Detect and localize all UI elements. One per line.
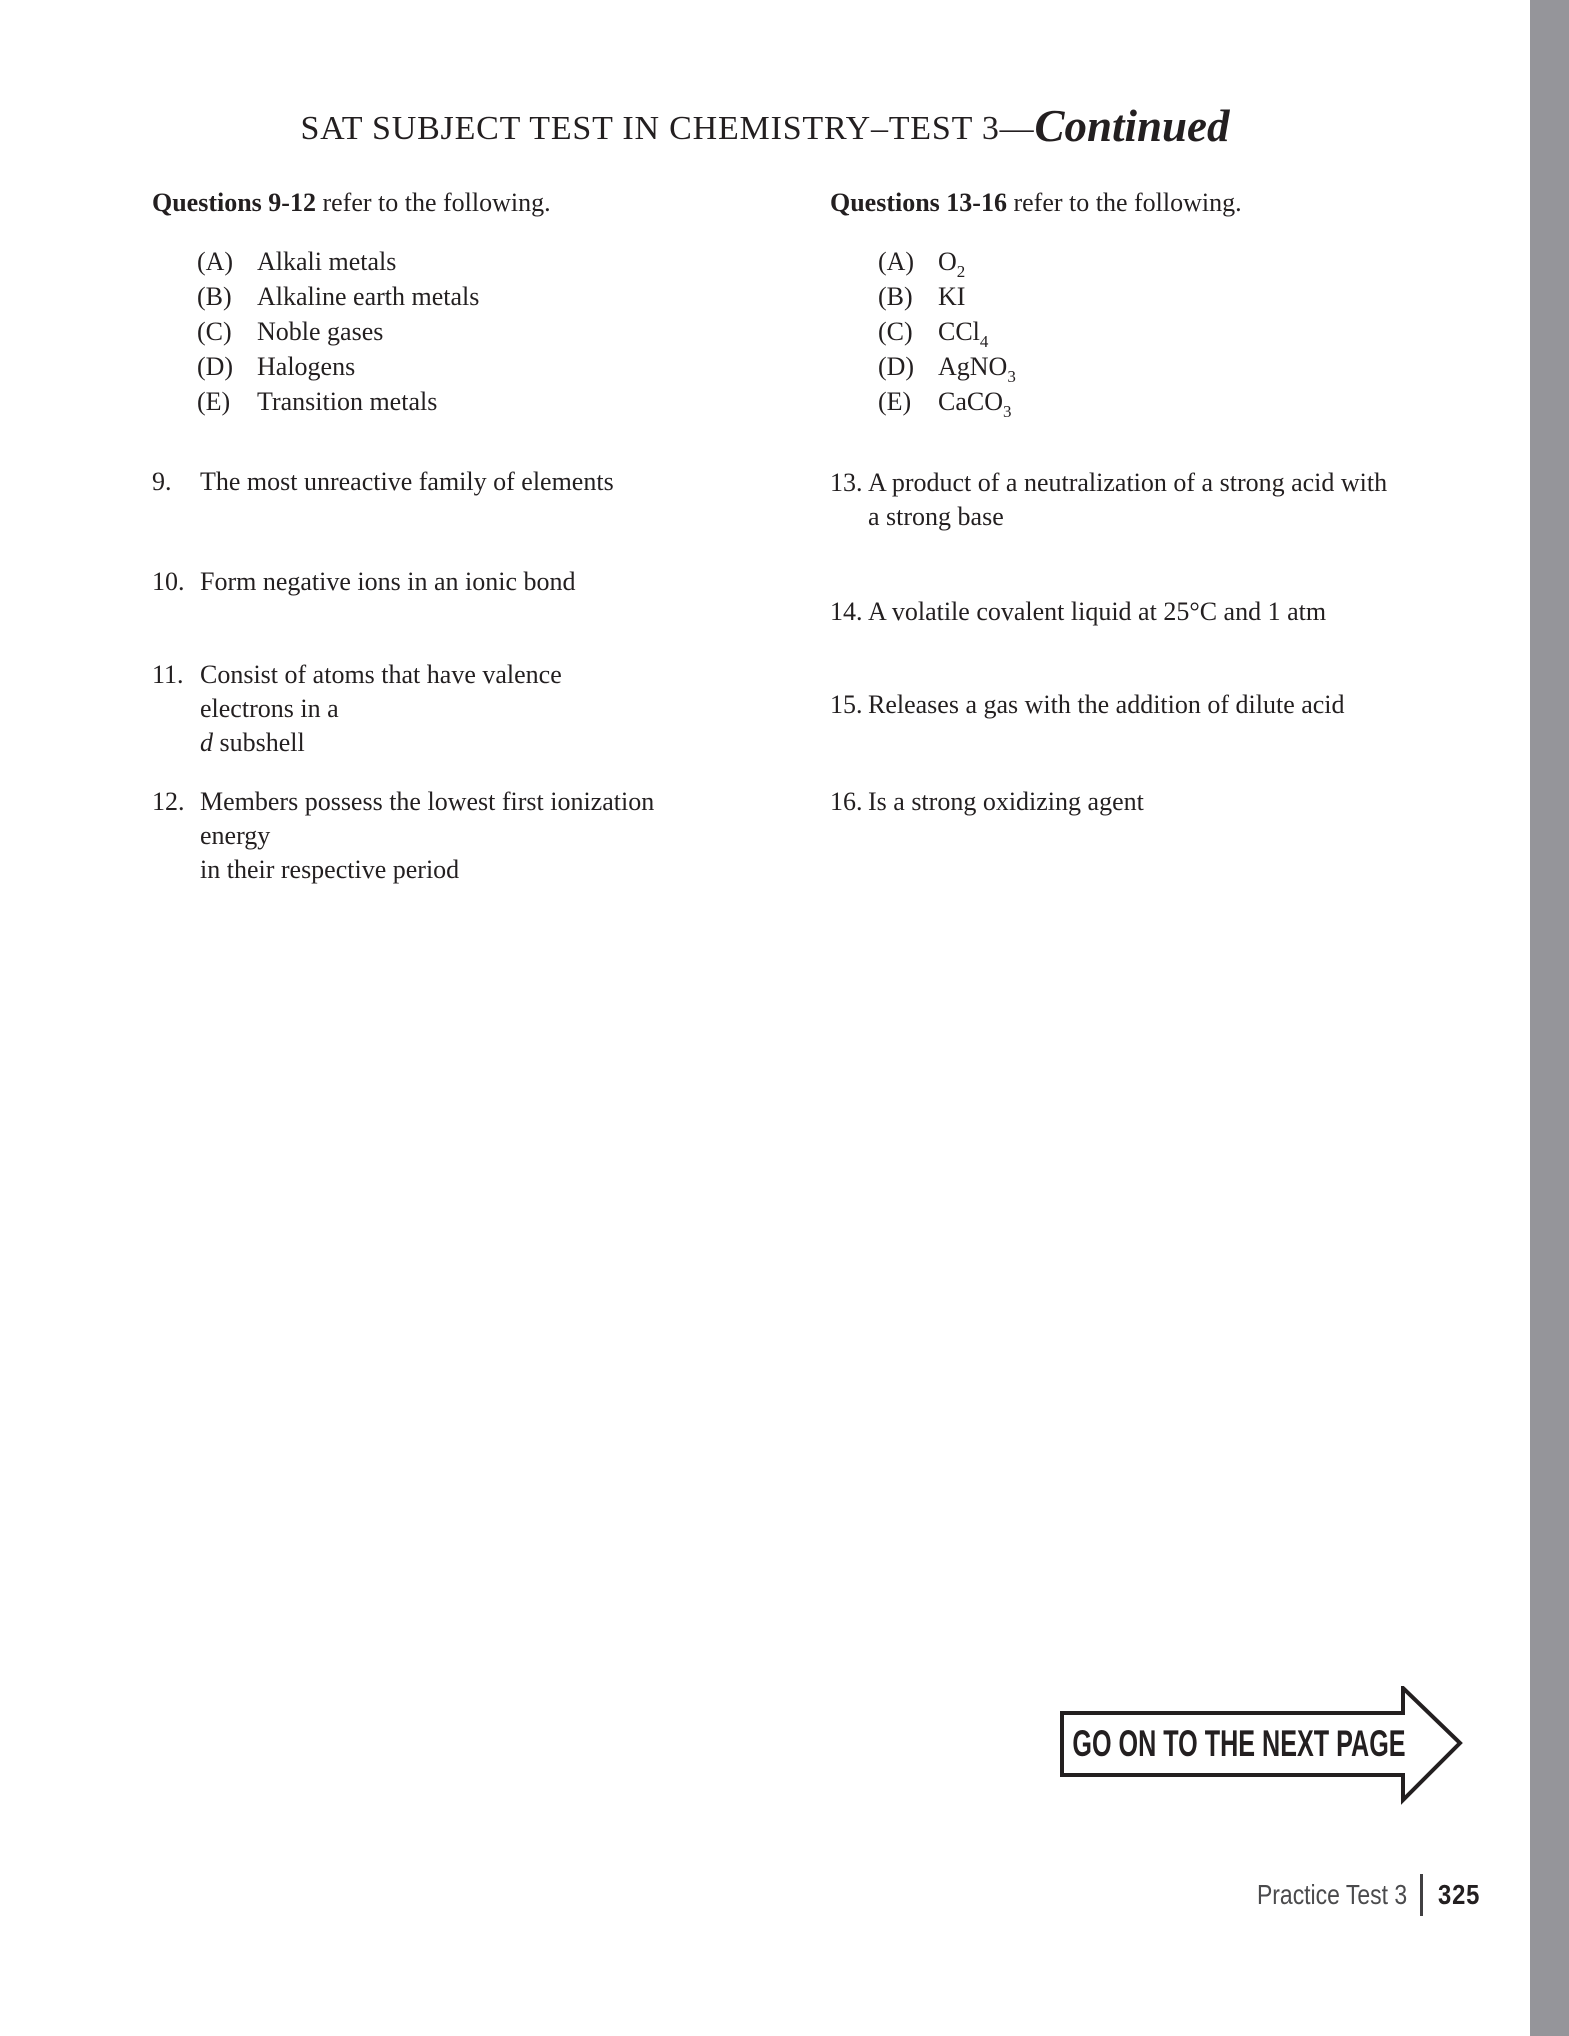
choice-b bbox=[197, 279, 479, 314]
choice-e bbox=[878, 384, 1016, 419]
book-edge-stripe bbox=[1530, 0, 1569, 2036]
question-number: 9. bbox=[152, 467, 172, 496]
group-header-rest: refer to the following. bbox=[315, 188, 551, 217]
footer-divider bbox=[1420, 1874, 1423, 1916]
question-number: 11. bbox=[152, 660, 184, 689]
question-text: Is a strong oxidizing agent bbox=[868, 787, 1144, 816]
page-number: 325 bbox=[1438, 1879, 1481, 1910]
choices-list-13-16 bbox=[878, 244, 1016, 419]
choice-label: (C) bbox=[197, 317, 232, 346]
choice-label: (D) bbox=[197, 352, 234, 381]
choice-formula: KI bbox=[938, 282, 966, 311]
choice-formula-subscript: 2 bbox=[956, 262, 966, 281]
choice-text: Halogens bbox=[257, 352, 356, 381]
choice-c bbox=[197, 314, 479, 349]
question-text: A volatile covalent liquid at 25°C and 1 atm bbox=[868, 597, 1327, 626]
question-text-line2: in their respective period bbox=[200, 855, 460, 884]
choice-formula: AgNO bbox=[938, 352, 1008, 381]
question-9 bbox=[152, 465, 662, 499]
question-text bbox=[200, 658, 662, 760]
choice-b bbox=[878, 279, 1016, 314]
choice-label: (E) bbox=[878, 387, 912, 416]
choice-formula: O bbox=[938, 247, 957, 276]
question-10 bbox=[152, 565, 662, 599]
question-text: The most unreactive family of elements bbox=[200, 467, 614, 496]
question-14 bbox=[830, 595, 1455, 629]
choice-label: (B) bbox=[197, 282, 232, 311]
question-text-line2: a strong base bbox=[868, 502, 1004, 531]
go-on-label: GO ON TO THE NEXT PAGE bbox=[1072, 1723, 1406, 1764]
practice-test-label: Practice Test 3 bbox=[1257, 1879, 1408, 1910]
choice-formula-subscript: 3 bbox=[1003, 402, 1012, 421]
choice-text: Alkaline earth metals bbox=[257, 282, 480, 311]
go-on-label-box bbox=[1074, 1714, 1404, 1774]
page-title-main: SAT SUBJECT TEST IN CHEMISTRY–TEST 3— bbox=[300, 110, 1035, 147]
question-text-line1: Members possess the lowest first ionization energy bbox=[200, 787, 655, 850]
choice-text: Transition metals bbox=[257, 387, 438, 416]
choice-formula: CCl bbox=[938, 317, 980, 346]
group-header-rest: refer to the following. bbox=[1006, 188, 1242, 217]
question-number: 15. bbox=[830, 690, 863, 719]
choice-label: (E) bbox=[197, 387, 231, 416]
group-header-9-12 bbox=[152, 188, 551, 218]
question-number: 12. bbox=[152, 787, 185, 816]
question-number: 14. bbox=[830, 597, 863, 626]
question-15 bbox=[830, 688, 1455, 722]
choice-label: (C) bbox=[878, 317, 913, 346]
group-header-13-16 bbox=[830, 188, 1242, 218]
choice-text: Alkali metals bbox=[257, 247, 397, 276]
question-text-italic: d bbox=[200, 728, 213, 757]
choices-list-9-12 bbox=[197, 244, 479, 419]
choice-formula-subscript: 4 bbox=[979, 332, 989, 351]
question-text-line2: subshell bbox=[213, 728, 305, 757]
choice-label: (A) bbox=[878, 247, 915, 276]
question-13 bbox=[830, 466, 1455, 534]
choice-formula-subscript: 3 bbox=[1007, 367, 1016, 386]
choice-d bbox=[197, 349, 479, 384]
question-16 bbox=[830, 785, 1455, 819]
question-text: Releases a gas with the addition of dilute acid bbox=[868, 690, 1345, 719]
question-12 bbox=[152, 785, 662, 887]
page-title bbox=[0, 98, 1530, 150]
question-number: 16. bbox=[830, 787, 863, 816]
choice-e bbox=[197, 384, 479, 419]
question-number: 10. bbox=[152, 567, 185, 596]
go-on-next-page-arrow bbox=[1060, 1686, 1464, 1806]
question-text-line1: A product of a neutralization of a strong acid with bbox=[868, 468, 1388, 497]
choice-a bbox=[878, 244, 1016, 279]
question-text bbox=[868, 466, 1455, 534]
group-header-range: Questions 9-12 bbox=[152, 188, 316, 217]
group-header-range: Questions 13-16 bbox=[830, 188, 1007, 217]
choice-c bbox=[878, 314, 1016, 349]
choice-label: (B) bbox=[878, 282, 913, 311]
choice-d bbox=[878, 349, 1016, 384]
choice-a bbox=[197, 244, 479, 279]
choice-label: (A) bbox=[197, 247, 234, 276]
choice-formula: CaCO bbox=[938, 387, 1003, 416]
page-title-continued: Continued bbox=[1034, 101, 1230, 151]
choice-label: (D) bbox=[878, 352, 915, 381]
question-11 bbox=[152, 658, 662, 760]
choice-text: Noble gases bbox=[257, 317, 384, 346]
page-footer bbox=[1040, 1872, 1510, 1918]
question-text-line1: Consist of atoms that have valence electrons in a bbox=[200, 660, 562, 723]
question-text bbox=[200, 785, 662, 887]
question-number: 13. bbox=[830, 468, 863, 497]
question-text: Form negative ions in an ionic bond bbox=[200, 567, 576, 596]
